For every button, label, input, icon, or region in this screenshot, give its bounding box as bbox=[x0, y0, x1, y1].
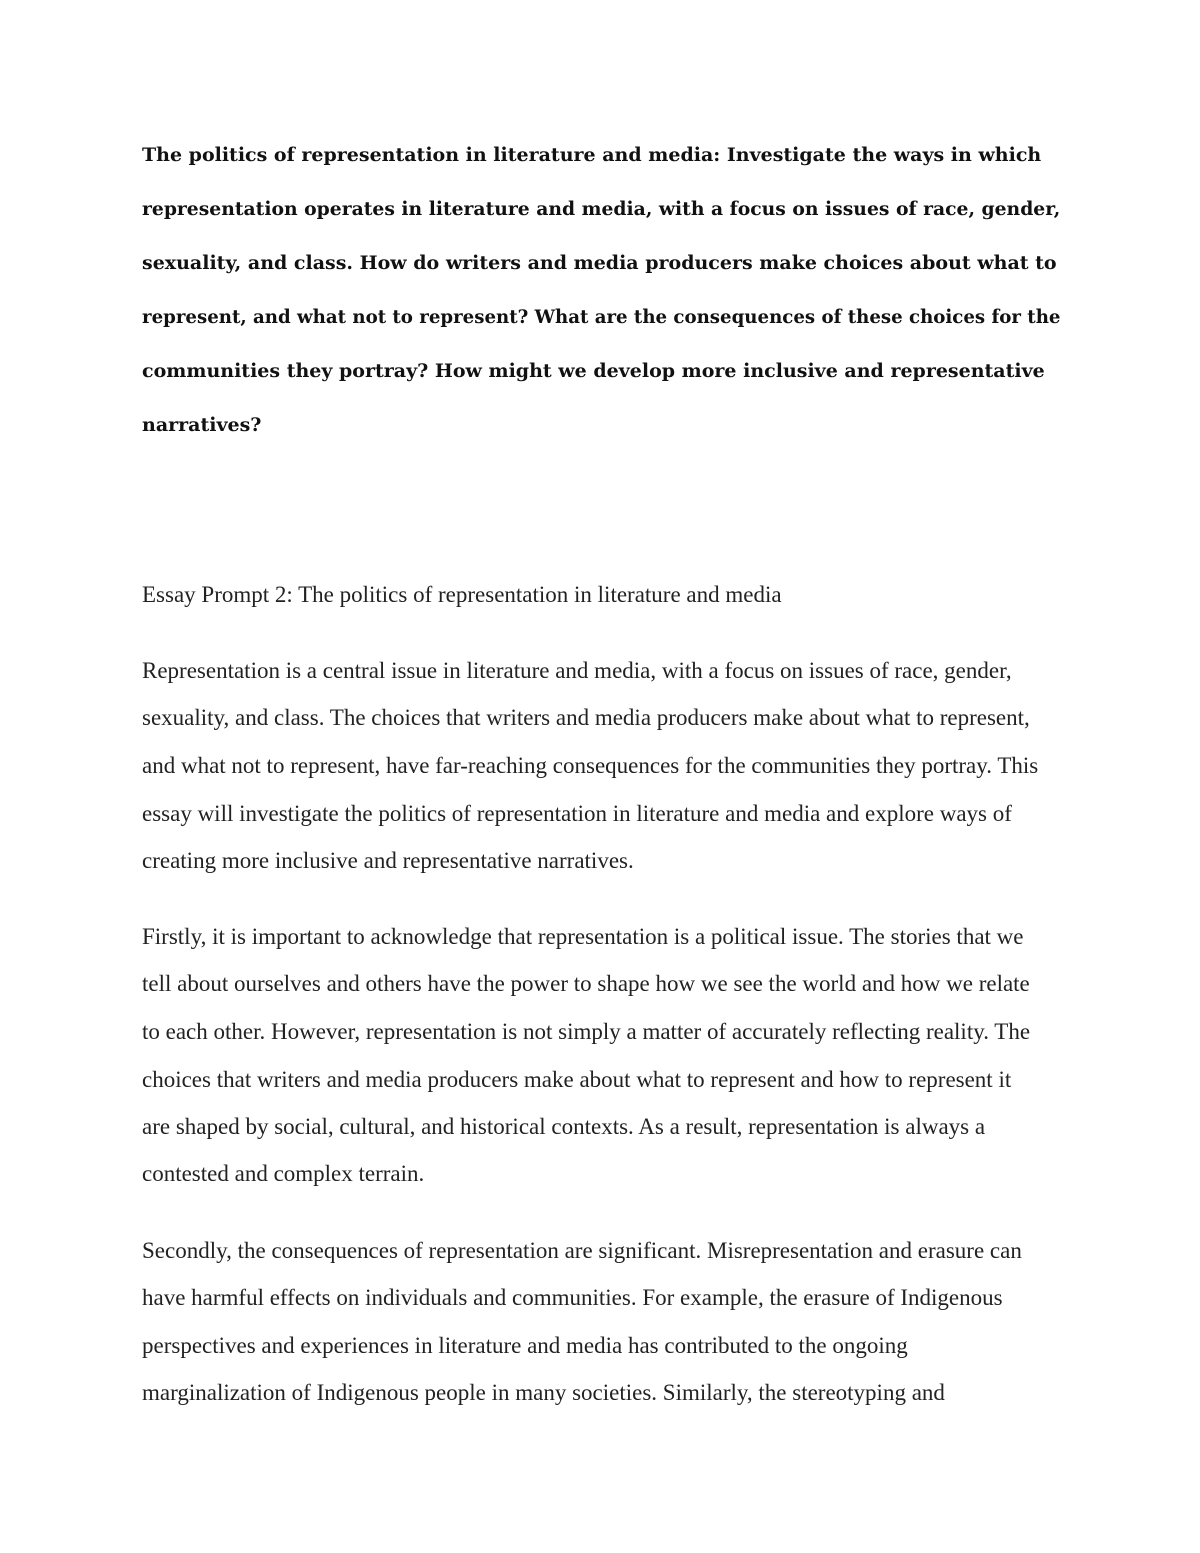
paragraph-line: tell about ourselves and others have the power to shape how we see the world and how we relate bbox=[142, 971, 1030, 996]
paragraph-line: sexuality, and class. The choices that writers and media producers make about what to represent, bbox=[142, 705, 1030, 730]
prompt-line: sexuality, and class. How do writers and media producers make choices about what to bbox=[142, 252, 1057, 274]
paragraph-line: essay will investigate the politics of representation in literature and media and explore ways of bbox=[142, 801, 1012, 826]
paragraph-line: have harmful effects on individuals and communities. For example, the erasure of Indigenous bbox=[142, 1285, 1003, 1310]
paragraph-line: are shaped by social, cultural, and historical contexts. As a result, representation is always a bbox=[142, 1114, 986, 1139]
prompt-line: representation operates in literature and media, with a focus on issues of race, gender, bbox=[142, 198, 1061, 220]
paragraph-line: Firstly, it is important to acknowledge that representation is a political issue. The stories that we bbox=[142, 924, 1024, 949]
paragraph-line: Representation is a central issue in literature and media, with a focus on issues of race, gender, bbox=[142, 658, 1012, 683]
prompt-line: represent, and what not to represent? What are the consequences of these choices for the bbox=[142, 306, 1061, 328]
paragraph-line: to each other. However, representation is not simply a matter of accurately reflecting reality. The bbox=[142, 1019, 1031, 1044]
paragraph-line: perspectives and experiences in literature and media has contributed to the ongoing bbox=[142, 1333, 908, 1358]
paragraph-line: and what not to represent, have far-reaching consequences for the communities they portray. This bbox=[142, 753, 1039, 778]
paragraph-line: contested and complex terrain. bbox=[142, 1161, 425, 1186]
paragraph-line: Secondly, the consequences of representation are significant. Misrepresentation and erasure can bbox=[142, 1238, 1022, 1263]
prompt-line: communities they portray? How might we develop more inclusive and representative bbox=[142, 360, 1045, 382]
paragraph-line: creating more inclusive and representative narratives. bbox=[142, 848, 634, 873]
paragraph-line: choices that writers and media producers make about what to represent and how to represent it bbox=[142, 1067, 1012, 1092]
paragraph-line: marginalization of Indigenous people in many societies. Similarly, the stereotyping and bbox=[142, 1380, 945, 1405]
prompt-line: The politics of representation in literature and media: Investigate the ways in which bbox=[142, 144, 1042, 166]
prompt-line: narratives? bbox=[142, 414, 262, 436]
essay-title: Essay Prompt 2: The politics of representation in literature and media bbox=[142, 582, 782, 607]
